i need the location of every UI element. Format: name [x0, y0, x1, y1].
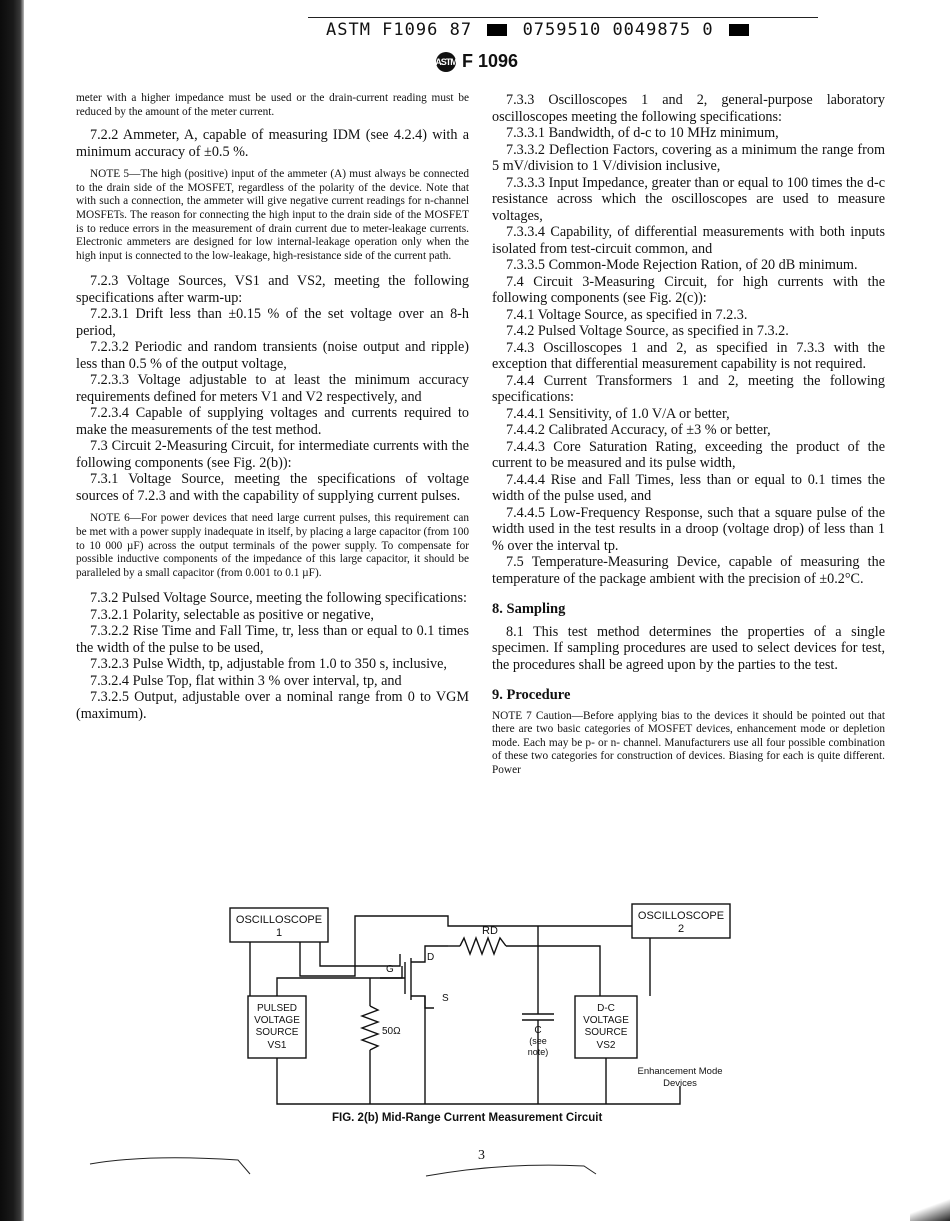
resistor-rd [460, 938, 506, 954]
pulsed-label: PULSED [256, 1003, 298, 1014]
wire [355, 966, 402, 978]
paragraph: 7.4.1 Voltage Source, as specified in 7.2.3. [506, 306, 748, 323]
ground-wire [277, 1058, 680, 1104]
source-label: S [442, 993, 449, 1004]
paragraph: 7.3 Circuit 2-Measuring Circuit, for intermediate currents with the following components (see Fig. 2(b)): [76, 438, 469, 471]
paragraph: 7.4 Circuit 3-Measuring Circuit, for high currents with the following components (see Fig. 2(c)): [492, 273, 885, 306]
cap-label: note) [527, 1047, 549, 1057]
pulsed-label: SOURCE [255, 1027, 299, 1038]
wire [277, 978, 355, 996]
paragraph: 7.4.4.2 Calibrated Accuracy, of ±3 % or better, [506, 422, 771, 438]
section-heading: 9. Procedure [492, 687, 571, 703]
paragraph: 7.4.4.1 Sensitivity, of 1.0 V/A or better, [506, 405, 730, 422]
source-wire [411, 996, 434, 1008]
paragraph: 7.4.4 Current Transformers 1 and 2, meeting the following specifications: [492, 372, 885, 405]
code-left: ASTM F1096 87 [326, 20, 473, 40]
header-rule [308, 17, 818, 18]
paragraph: 7.3.2.5 Output, adjustable over a nominal range from 0 to VGM (maximum). [76, 689, 469, 722]
redaction-block-icon [729, 24, 749, 36]
osc2-label: OSCILLOSCOPE [637, 910, 725, 922]
paragraph: 7.2.3.4 Capable of supplying voltages and currents required to make the measurements of the test method. [76, 405, 469, 438]
paragraph: 7.3.3 Oscilloscopes 1 and 2, general-purpose laboratory oscilloscopes meeting the following specifications: [492, 92, 885, 125]
pen-mark [88, 1150, 258, 1180]
dc-label: D-C [597, 1003, 615, 1014]
paragraph: 7.2.3.3 Voltage adjustable to at least the minimum accuracy requirements defined for meters V1 and V2 respectively, and [76, 372, 469, 405]
document-code [326, 20, 753, 40]
resistor-label: 50Ω [382, 1026, 401, 1037]
scan-edge-shadow [0, 0, 24, 1221]
section-heading: 8. Sampling [492, 601, 566, 617]
paragraph: 7.4.4.5 Low-Frequency Response, such that a square pulse of the width used in the test results in a droop (voltage drop) of less than 1 % over the interval tp. [492, 504, 885, 554]
paragraph: NOTE 7 Caution—Before applying bias to the devices it should be pointed out that there are two basic categories of MOSFET devices, enhancement mode or depletion mode. Each may be p- or n- channel. Manufacturers use all four possible combination of these two categories for construction of devices. Biasing for each is quite different. Power [492, 709, 885, 776]
wire [506, 926, 538, 946]
paragraph: 7.4.4.3 Core Saturation Rating, exceeding the product of the current to be measured and its pulse width, [492, 438, 885, 471]
paragraph: 7.2.2 Ammeter, A, capable of measuring IDM (see 4.2.4) with a minimum accuracy of ±0.5 %. [76, 127, 469, 160]
osc2-number: 2 [677, 923, 685, 935]
pulsed-label: VOLTAGE [254, 1015, 300, 1026]
left-column [76, 92, 469, 722]
paragraph: meter with a higher impedance must be used or the drain-current reading must be reduced by the amount of the meter current. [76, 92, 469, 118]
redaction-block-icon [487, 24, 507, 36]
paragraph: 8.1 This test method determines the properties of a single specimen. If sampling procedures are used to select devices for test, the procedures shall be agreed upon by the parties to the test. [492, 623, 885, 673]
dc-label: SOURCE [584, 1027, 628, 1038]
paragraph: 7.5 Temperature-Measuring Device, capable of measuring the temperature of the package ambient with the precision of ±0.2°C. [492, 554, 885, 587]
osc1-label: OSCILLOSCOPE [235, 914, 323, 926]
right-column [492, 92, 885, 777]
designation: F 1096 [462, 51, 519, 71]
astm-logo-icon: ASTM [436, 52, 456, 72]
note-paragraph: NOTE 6—For power devices that need large current pulses, this requirement can be met with a power supply inadequate in itself, by placing a large capacitor (from 100 to 10 000 µF) across the output terminals of the power supply. To compensate for possible inductive components of the impedance of this large capacitor, it should be paralleled by a small capacitor (from 0.001 to 0.1 µF). [76, 512, 469, 579]
circuit-diagram [220, 896, 740, 1126]
paragraph: 7.3.2 Pulsed Voltage Source, meeting the following specifications: [90, 590, 467, 607]
paragraph: 7.3.3.5 Common-Mode Rejection Ration, of 20 dB minimum. [506, 257, 858, 273]
paragraph: 7.2.3.1 Drift less than ±0.15 % of the set voltage over an 8-h period, [76, 306, 469, 339]
paragraph: 7.3.2.1 Polarity, selectable as positive or negative, [90, 606, 374, 623]
pulsed-label: VS1 [267, 1040, 287, 1051]
paragraph: 7.3.3.4 Capability, of differential measurements with both inputs isolated from test-circuit common, and [492, 224, 885, 257]
paragraph: 7.2.3 Voltage Sources, VS1 and VS2, meeting the following specifications after warm-up: [76, 273, 469, 306]
osc1-number: 1 [275, 927, 283, 939]
scan-corner-shadow [910, 1195, 950, 1221]
paragraph: 7.3.3.3 Input Impedance, greater than or equal to 100 times the d-c resistance across which the oscilloscopes are used to measure voltages, [492, 174, 885, 224]
dc-label: VOLTAGE [583, 1015, 629, 1026]
paragraph: 7.3.3.1 Bandwidth, of d-c to 10 MHz minimum, [506, 125, 779, 141]
wire [538, 946, 600, 996]
note-paragraph: NOTE 5—The high (positive) input of the ammeter (A) must always be connected to the drain side of the MOSFET, regardless of the polarity of the device. Note that with such a connection, the ammeter will give negative current readings for n-channel MOSFETs. The reason for connecting the high input to the drain side of the MOSFET is to reduce errors in the measurement of drain current due to meter-leakage currents. Electronic ammeters are designed for low internal-leakage operation only when the high input is connected to the low-leakage, high-resistance side of the current path. [76, 168, 469, 262]
pen-mark [424, 1160, 604, 1180]
figure-caption: FIG. 2(b) Mid-Range Current Measurement Circuit [332, 1112, 603, 1124]
paragraph: 7.2.3.2 Periodic and random transients (noise output and ripple) less than 0.5 % of the output voltage, [76, 339, 469, 372]
paragraph: 7.3.1 Voltage Source, meeting the specifications of voltage sources of 7.2.3 and with the capability of supplying current pulses. [76, 471, 469, 504]
cap-label: (see [529, 1036, 547, 1046]
gate-label: G [386, 964, 394, 975]
paragraph: 7.4.3 Oscilloscopes 1 and 2, as specified in 7.3.3 with the exception that differential measurement capability is not required. [492, 339, 885, 372]
wire [320, 942, 400, 966]
paragraph: 7.4.2 Pulsed Voltage Source, as specified in 7.3.2. [506, 323, 789, 339]
paragraph: 7.3.2.3 Pulse Width, tp, adjustable from 1.0 to 350 s, inclusive, [90, 656, 447, 673]
resistor-50-ohm [362, 1006, 378, 1050]
paragraph: 7.3.2.4 Pulse Top, flat within 3 % over interval, tp, and [90, 672, 402, 689]
paragraph: 7.3.3.2 Deflection Factors, covering as a minimum the range from 5 mV/division to 1 V/division inclusive, [492, 141, 885, 174]
mode-label: Devices [663, 1078, 697, 1089]
dc-label: VS2 [596, 1040, 616, 1051]
mode-label: Enhancement Mode [637, 1066, 723, 1077]
paragraph: 7.4.4.4 Rise and Fall Times, less than or equal to 0.1 times the width of the pulse used, and [492, 471, 885, 504]
cap-label: C [534, 1025, 542, 1036]
drain-label: D [427, 952, 435, 963]
code-right: 0759510 0049875 0 [522, 20, 714, 40]
page-number: 3 [478, 1148, 485, 1163]
paragraph: 7.3.2.2 Rise Time and Fall Time, tr, less than or equal to 0.1 times the width of the pulse to be used, [76, 623, 469, 656]
rd-label: RD [482, 925, 498, 937]
page-title [436, 51, 518, 72]
